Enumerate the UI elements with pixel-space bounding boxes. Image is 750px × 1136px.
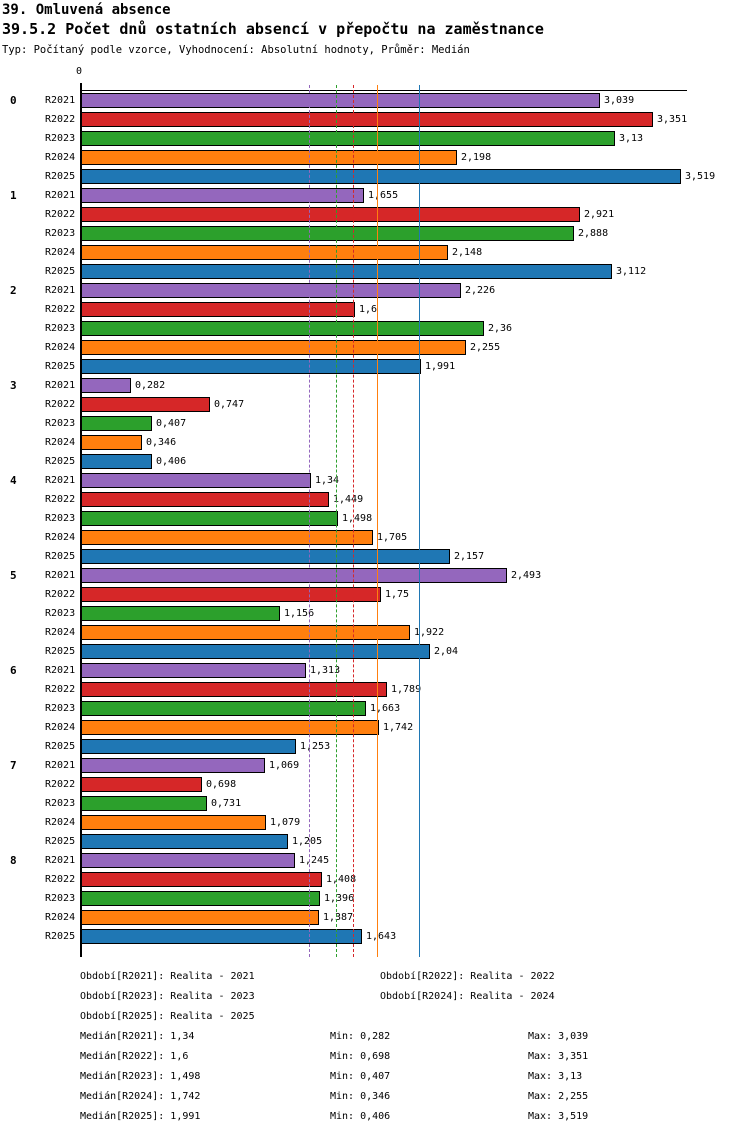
bar-row [0, 396, 750, 415]
bar-row [0, 472, 750, 491]
series-label: R2021 [45, 855, 76, 866]
bar-row [0, 643, 750, 662]
bar-row [0, 795, 750, 814]
bar-value-label: 3,351 [657, 114, 688, 125]
legend-median-value: Medián[R2023]: 1,498 [80, 1071, 201, 1082]
bar-value-label: 0,747 [214, 399, 245, 410]
series-label: R2021 [45, 190, 76, 201]
bar-value-label: 1,643 [366, 931, 397, 942]
bar-row [0, 605, 750, 624]
bar-row [0, 225, 750, 244]
chart-meta-line: Typ: Počítaný podle vzorce, Vyhodnocení: Absolutní hodnoty, Průměr: Medián [2, 44, 470, 56]
legend-median-value: Medián[R2025]: 1,991 [80, 1111, 201, 1122]
bar-row [0, 510, 750, 529]
series-label: R2025 [45, 741, 76, 752]
series-label: R2024 [45, 532, 76, 543]
group-label: 3 [10, 379, 17, 392]
bar-R2024 [81, 150, 457, 165]
bar-R2025 [81, 549, 450, 564]
legend-min-value: Min: 0,406 [330, 1111, 391, 1122]
bar-value-label: 1,387 [323, 912, 354, 923]
bar-value-label: 3,112 [616, 266, 647, 277]
legend-max-value: Max: 3,351 [528, 1051, 589, 1062]
series-label: R2023 [45, 228, 76, 239]
series-label: R2022 [45, 209, 76, 220]
median-line-R2025 [419, 85, 420, 957]
bar-value-label: 3,519 [685, 171, 716, 182]
bar-R2021 [81, 93, 600, 108]
bar-value-label: 1,75 [385, 589, 410, 600]
group-label: 8 [10, 854, 17, 867]
bar-R2021 [81, 188, 364, 203]
bar-value-label: 2,198 [461, 152, 492, 163]
bar-row [0, 339, 750, 358]
bar-R2025 [81, 454, 152, 469]
bar-row [0, 776, 750, 795]
bar-value-label: 2,226 [465, 285, 496, 296]
series-label: R2025 [45, 266, 76, 277]
bar-R2023 [81, 891, 320, 906]
series-label: R2022 [45, 684, 76, 695]
group-label: 2 [10, 284, 17, 297]
bar-value-label: 2,255 [470, 342, 501, 353]
bar-row [0, 814, 750, 833]
bar-R2022 [81, 397, 210, 412]
bar-row [0, 263, 750, 282]
series-label: R2023 [45, 513, 76, 524]
bar-row [0, 301, 750, 320]
legend-max-value: Max: 3,519 [528, 1111, 589, 1122]
bar-value-label: 0,406 [156, 456, 187, 467]
bar-row [0, 187, 750, 206]
bar-R2025 [81, 169, 681, 184]
bar-row [0, 719, 750, 738]
legend-min-value: Min: 0,698 [330, 1051, 391, 1062]
series-label: R2023 [45, 798, 76, 809]
series-label: R2025 [45, 836, 76, 847]
series-label: R2025 [45, 456, 76, 467]
x-axis-zero-label: 0 [76, 66, 83, 77]
legend-min-value: Min: 0,407 [330, 1071, 391, 1082]
bar-value-label: 2,157 [454, 551, 485, 562]
bar-value-label: 1,079 [270, 817, 301, 828]
chart-title: 39.5.2 Počet dnů ostatních absencí v přepočtu na zaměstnance [2, 20, 544, 38]
bar-value-label: 1,156 [284, 608, 315, 619]
bar-R2024 [81, 815, 266, 830]
bar-value-label: 0,407 [156, 418, 187, 429]
bar-R2022 [81, 112, 653, 127]
bar-row [0, 529, 750, 548]
legend-period-entry: Období[R2022]: Realita - 2022 [380, 971, 555, 982]
bar-row [0, 548, 750, 567]
bar-R2021 [81, 283, 461, 298]
bar-value-label: 1,34 [315, 475, 340, 486]
series-label: R2022 [45, 494, 76, 505]
bar-row [0, 130, 750, 149]
median-line-R2022 [353, 85, 354, 957]
series-label: R2022 [45, 874, 76, 885]
bar-R2024 [81, 910, 319, 925]
bar-R2023 [81, 321, 484, 336]
bar-row [0, 206, 750, 225]
bar-value-label: 1,655 [368, 190, 399, 201]
bar-R2025 [81, 359, 421, 374]
bar-row [0, 453, 750, 472]
bar-row [0, 681, 750, 700]
bar-R2024 [81, 435, 142, 450]
series-label: R2024 [45, 152, 76, 163]
bar-row [0, 700, 750, 719]
bar-R2021 [81, 853, 295, 868]
bar-value-label: 2,921 [584, 209, 615, 220]
bar-R2024 [81, 245, 448, 260]
bar-value-label: 2,493 [511, 570, 542, 581]
bar-R2023 [81, 416, 152, 431]
bar-value-label: 1,396 [324, 893, 355, 904]
bar-R2024 [81, 530, 373, 545]
series-label: R2023 [45, 323, 76, 334]
bar-row [0, 852, 750, 871]
group-label: 1 [10, 189, 17, 202]
bar-R2022 [81, 777, 202, 792]
bar-row [0, 415, 750, 434]
legend-max-value: Max: 2,255 [528, 1091, 589, 1102]
series-label: R2024 [45, 247, 76, 258]
bar-row [0, 662, 750, 681]
series-label: R2023 [45, 893, 76, 904]
bar-value-label: 0,282 [135, 380, 166, 391]
bar-row [0, 92, 750, 111]
series-label: R2021 [45, 760, 76, 771]
series-label: R2023 [45, 418, 76, 429]
series-label: R2022 [45, 114, 76, 125]
group-label: 6 [10, 664, 17, 677]
bar-value-label: 1,205 [292, 836, 323, 847]
bar-row [0, 624, 750, 643]
bar-row [0, 377, 750, 396]
bar-R2024 [81, 340, 466, 355]
bar-value-label: 1,408 [326, 874, 357, 885]
bar-value-label: 1,6 [359, 304, 378, 315]
legend-min-value: Min: 0,346 [330, 1091, 391, 1102]
report-title: 39. Omluvená absence [2, 2, 171, 18]
bar-R2025 [81, 264, 612, 279]
series-label: R2024 [45, 437, 76, 448]
legend-min-value: Min: 0,282 [330, 1031, 391, 1042]
bar-R2022 [81, 492, 329, 507]
series-label: R2025 [45, 171, 76, 182]
legend-period-entry: Období[R2025]: Realita - 2025 [80, 1011, 255, 1022]
bar-value-label: 3,13 [619, 133, 644, 144]
bar-row [0, 434, 750, 453]
bar-row [0, 168, 750, 187]
series-label: R2021 [45, 475, 76, 486]
legend-period-entry: Období[R2023]: Realita - 2023 [80, 991, 255, 1002]
bar-row [0, 738, 750, 757]
bar-value-label: 2,36 [488, 323, 513, 334]
bar-value-label: 1,253 [300, 741, 331, 752]
x-axis-line [81, 90, 687, 91]
series-label: R2024 [45, 912, 76, 923]
bar-R2023 [81, 796, 207, 811]
series-label: R2021 [45, 95, 76, 106]
bar-value-label: 1,498 [342, 513, 373, 524]
series-label: R2024 [45, 722, 76, 733]
group-label: 0 [10, 94, 17, 107]
legend-max-value: Max: 3,13 [528, 1071, 583, 1082]
bar-value-label: 2,04 [434, 646, 459, 657]
bar-R2025 [81, 834, 288, 849]
bar-R2023 [81, 511, 338, 526]
series-label: R2021 [45, 665, 76, 676]
bar-value-label: 1,069 [269, 760, 300, 771]
median-line-R2023 [336, 85, 337, 957]
bar-value-label: 2,148 [452, 247, 483, 258]
bar-row [0, 567, 750, 586]
group-label: 4 [10, 474, 17, 487]
bar-value-label: 0,698 [206, 779, 237, 790]
bar-R2024 [81, 625, 410, 640]
bar-R2022 [81, 682, 387, 697]
bar-R2024 [81, 720, 379, 735]
series-label: R2024 [45, 342, 76, 353]
series-label: R2022 [45, 304, 76, 315]
series-label: R2022 [45, 589, 76, 600]
bar-value-label: 1,313 [310, 665, 341, 676]
group-label: 7 [10, 759, 17, 772]
bar-R2022 [81, 302, 355, 317]
series-label: R2022 [45, 399, 76, 410]
group-label: 5 [10, 569, 17, 582]
bar-R2022 [81, 872, 322, 887]
bar-R2023 [81, 226, 574, 241]
bar-value-label: 0,731 [211, 798, 242, 809]
bar-value-label: 2,888 [578, 228, 609, 239]
bar-value-label: 1,789 [391, 684, 422, 695]
bar-row [0, 890, 750, 909]
legend-max-value: Max: 3,039 [528, 1031, 589, 1042]
series-label: R2024 [45, 817, 76, 828]
bar-R2023 [81, 606, 280, 621]
bar-row [0, 586, 750, 605]
bar-value-label: 1,991 [425, 361, 456, 372]
bar-row [0, 111, 750, 130]
bar-value-label: 1,922 [414, 627, 445, 638]
legend-period-entry: Období[R2024]: Realita - 2024 [380, 991, 555, 1002]
bar-row [0, 871, 750, 890]
bar-value-label: 1,705 [377, 532, 408, 543]
bar-R2021 [81, 473, 311, 488]
bar-value-label: 0,346 [146, 437, 177, 448]
bar-row [0, 928, 750, 947]
bar-value-label: 1,663 [370, 703, 401, 714]
median-line-R2024 [377, 85, 378, 957]
bar-R2025 [81, 739, 296, 754]
series-label: R2021 [45, 285, 76, 296]
bar-R2021 [81, 758, 265, 773]
median-line-R2021 [309, 85, 310, 957]
bar-row [0, 320, 750, 339]
bar-value-label: 3,039 [604, 95, 635, 106]
series-label: R2023 [45, 703, 76, 714]
bar-R2021 [81, 568, 507, 583]
series-label: R2021 [45, 570, 76, 581]
series-label: R2025 [45, 931, 76, 942]
bar-row [0, 358, 750, 377]
series-label: R2025 [45, 551, 76, 562]
bar-row [0, 757, 750, 776]
series-label: R2023 [45, 133, 76, 144]
series-label: R2025 [45, 361, 76, 372]
bar-row [0, 282, 750, 301]
bar-row [0, 244, 750, 263]
bar-R2025 [81, 929, 362, 944]
bar-R2021 [81, 378, 131, 393]
legend-median-value: Medián[R2022]: 1,6 [80, 1051, 189, 1062]
bar-R2022 [81, 207, 580, 222]
bar-R2023 [81, 701, 366, 716]
legend-median-value: Medián[R2024]: 1,742 [80, 1091, 201, 1102]
bar-row [0, 833, 750, 852]
series-label: R2022 [45, 779, 76, 790]
bar-row [0, 491, 750, 510]
series-label: R2021 [45, 380, 76, 391]
series-label: R2023 [45, 608, 76, 619]
bar-R2021 [81, 663, 306, 678]
legend-median-value: Medián[R2021]: 1,34 [80, 1031, 195, 1042]
bar-value-label: 1,449 [333, 494, 364, 505]
bar-row [0, 149, 750, 168]
legend-period-entry: Období[R2021]: Realita - 2021 [80, 971, 255, 982]
series-label: R2025 [45, 646, 76, 657]
bar-value-label: 1,245 [299, 855, 330, 866]
bar-row [0, 909, 750, 928]
bar-value-label: 1,742 [383, 722, 414, 733]
bar-R2023 [81, 131, 615, 146]
series-label: R2024 [45, 627, 76, 638]
